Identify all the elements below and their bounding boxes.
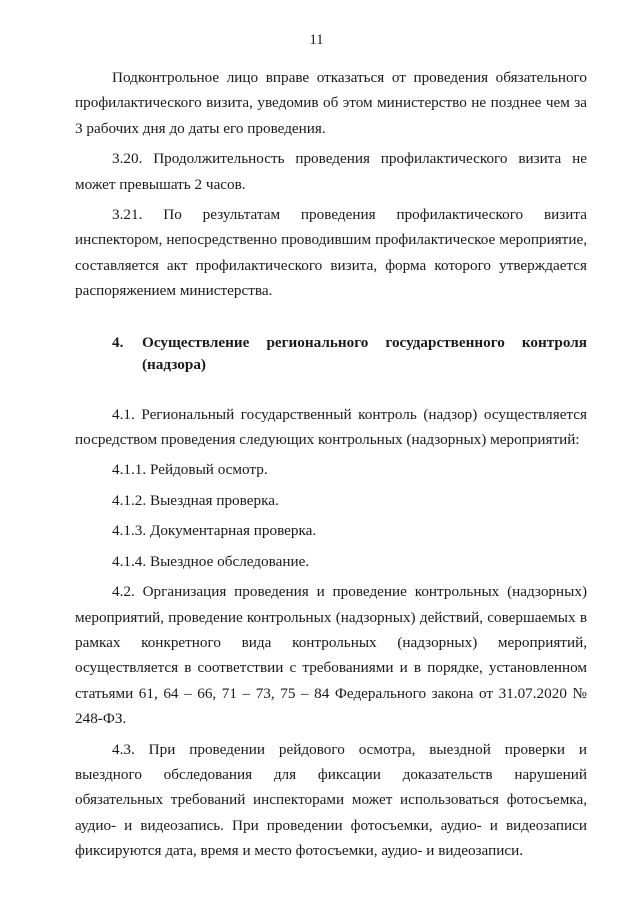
- list-item-4-1-1: 4.1.1. Рейдовый осмотр.: [112, 461, 268, 479]
- paragraph-refusal: Подконтрольное лицо вправе отказаться от проведения обязательного профилактического визита, уведомив об этом министерство не позднее чем за 3 рабочих дня до даты его проведения.: [75, 69, 587, 137]
- page-number: 11: [309, 32, 324, 48]
- document-body: [75, 65, 587, 869]
- paragraph-3-20: 3.20. Продолжительность проведения профилактического визита не может превышать 2 часов.: [75, 150, 587, 193]
- section-number: 4.: [112, 333, 124, 351]
- paragraph-3-21: 3.21. По результатам проведения профилактического визита инспектором, непосредственно проводившим профилактическое мероприятие, составляется акт профилактического визита, форма которого утверждается распоряжением министерства.: [75, 206, 587, 300]
- section-title: Осуществление регионального государственного контроля (надзора): [142, 333, 587, 373]
- paragraph-4-1: 4.1. Региональный государственный контроль (надзор) осуществляется посредством проведения следующих контрольных (надзорных) мероприятий:: [75, 405, 587, 449]
- list-item-4-1-2: 4.1.2. Выездная проверка.: [112, 491, 279, 509]
- paragraph-4-2: 4.2. Организация проведения и проведение контрольных (надзорных) мероприятий, проведение контрольных (надзорных) действий, совершаемых в рамках конкретного вида контрольных (надзорных) мероприятий, осуществляется в соответствии с требованиями и в порядке, установленном статьями 61, 64 – 66, 71 – 73, 75 – 84 Федерального закона от 31.07.2020 № 248-ФЗ.: [75, 583, 587, 728]
- paragraph-4-3: 4.3. При проведении рейдового осмотра, выездной проверки и выездного обследования для фиксации доказательств нарушений обязательных требований инспекторами может использоваться фотосъемка, аудио- и видеозапись. При проведении фотосъемки, аудио- и видеозаписи фиксируются дата, время и место фотосъемки, аудио- и видеозаписи.: [75, 740, 587, 860]
- section-heading: [75, 332, 587, 376]
- list-item-4-1-4: 4.1.4. Выездное обследование.: [112, 552, 310, 570]
- list-item-4-1-3: 4.1.3. Документарная проверка.: [112, 522, 317, 540]
